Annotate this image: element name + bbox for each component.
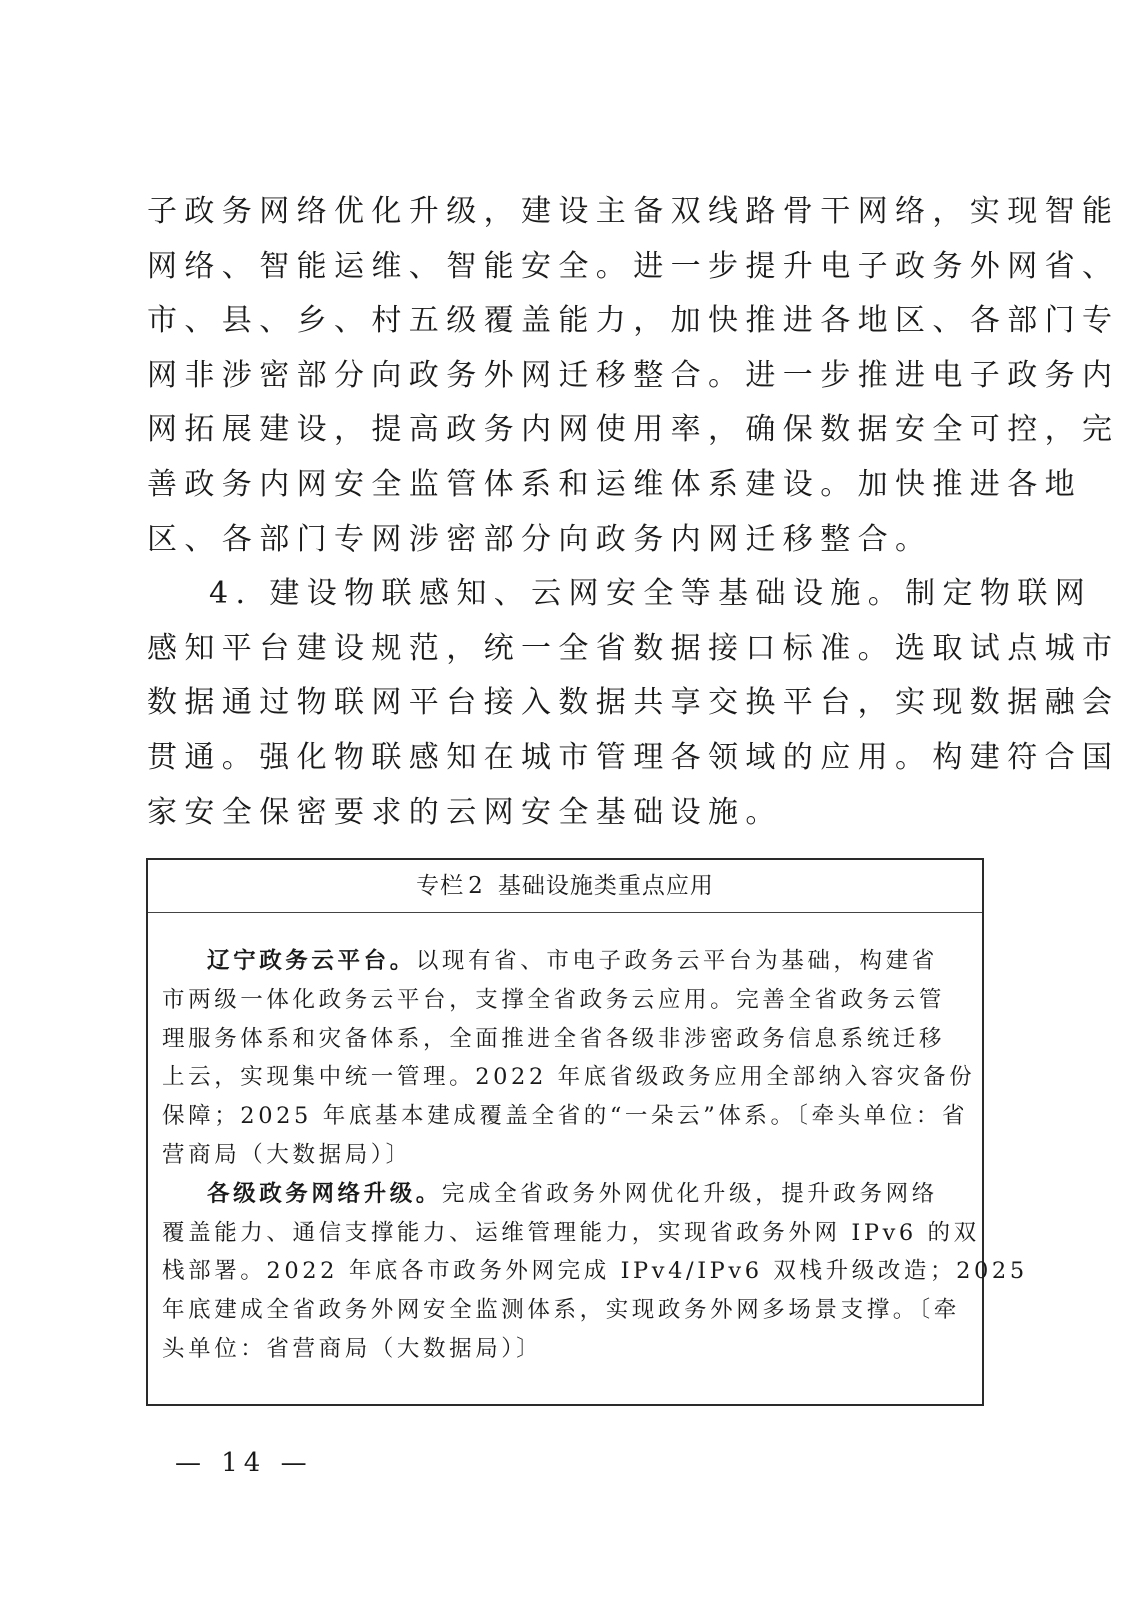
item-1-line: 上云，实现集中统一管理。2022 年底省级政务应用全部纳入容灾备份 (162, 1064, 976, 1091)
box-title-prefix: 专栏 (416, 873, 465, 899)
body-paragraphs (147, 185, 1120, 840)
item-1-first-line (162, 942, 972, 981)
column-box (146, 858, 1028, 1406)
item-2-line: 覆盖能力、通信支撑能力、运维管理能力，实现省政务外网 IPv6 的双 (162, 1219, 980, 1246)
item-2-line: 年底建成全省政务外网安全监测体系，实现政务外网多场景支撑。〔牵 (162, 1297, 960, 1324)
section-4-line: 贯通。强化物联感知在城市管理各领域的应用。构建符合国 (147, 739, 1120, 775)
item-2-text: 完成全省政务外网优化升级，提升政务网络 (441, 1180, 938, 1207)
item-1-line: 理服务体系和灾备体系，全面推进全省各级非涉密政务信息系统迁移 (162, 1025, 946, 1052)
item-1-line: 保障；2025 年底基本建成覆盖全省的“一朵云”体系。〔牵头单位：省 (162, 1103, 969, 1130)
section-4-line: 家安全保密要求的云网安全基础设施。 (147, 794, 783, 830)
section-4-line: 数据通过物联网平台接入数据共享交换平台，实现数据融会 (147, 685, 1120, 721)
page-number: — 14 — (175, 1448, 313, 1478)
box-title-text: 基础设施类重点应用 (497, 873, 714, 899)
item-1-line: 市两级一体化政务云平台，支撑全省政务云应用。完善全省政务云管 (162, 986, 946, 1013)
section-4-line: 感知平台建设规范，统一全省数据接口标准。选取试点城市 (147, 630, 1120, 666)
box-title (148, 860, 982, 913)
body-line: 市、县、乡、村五级覆盖能力，加快推进各地区、各部门专 (147, 303, 1120, 339)
body-line: 网络、智能运维、智能安全。进一步提升电子政务外网省、 (147, 248, 1120, 284)
body-line: 网拓展建设，提高政务内网使用率，确保数据安全可控，完 (147, 412, 1120, 448)
body-line: 子政务网络优化升级，建设主备双线路骨干网络，实现智能 (147, 194, 1120, 229)
body-line: 善政务内网安全监管体系和运维体系建设。加快推进各地 (147, 466, 1082, 502)
item-1-heading: 辽宁政务云平台。 (207, 948, 416, 974)
box-title-number: 2 (468, 873, 484, 899)
body-line: 区、各部门专网涉密部分向政务内网迁移整合。 (147, 521, 933, 557)
box-body (162, 942, 1028, 1369)
item-2-heading: 各级政务网络升级。 (207, 1180, 442, 1207)
item-1-line: 营商局（大数据局）〕 (162, 1141, 412, 1168)
body-line: 网非涉密部分向政务外网迁移整合。进一步推进电子政务内 (147, 357, 1120, 393)
section-4-line: 4. 建设物联感知、云网安全等基础设施。制定物联网 (209, 576, 1093, 612)
item-2-line: 栈部署。2022 年底各市政务外网完成 IPv4/IPv6 双栈升级改造；2025 (162, 1258, 1028, 1285)
item-1-text: 以现有省、市电子政务云平台为基础，构建省 (415, 948, 938, 974)
item-2-line: 头单位：省营商局（大数据局）〕 (162, 1335, 543, 1362)
item-2-first-line (162, 1175, 972, 1214)
